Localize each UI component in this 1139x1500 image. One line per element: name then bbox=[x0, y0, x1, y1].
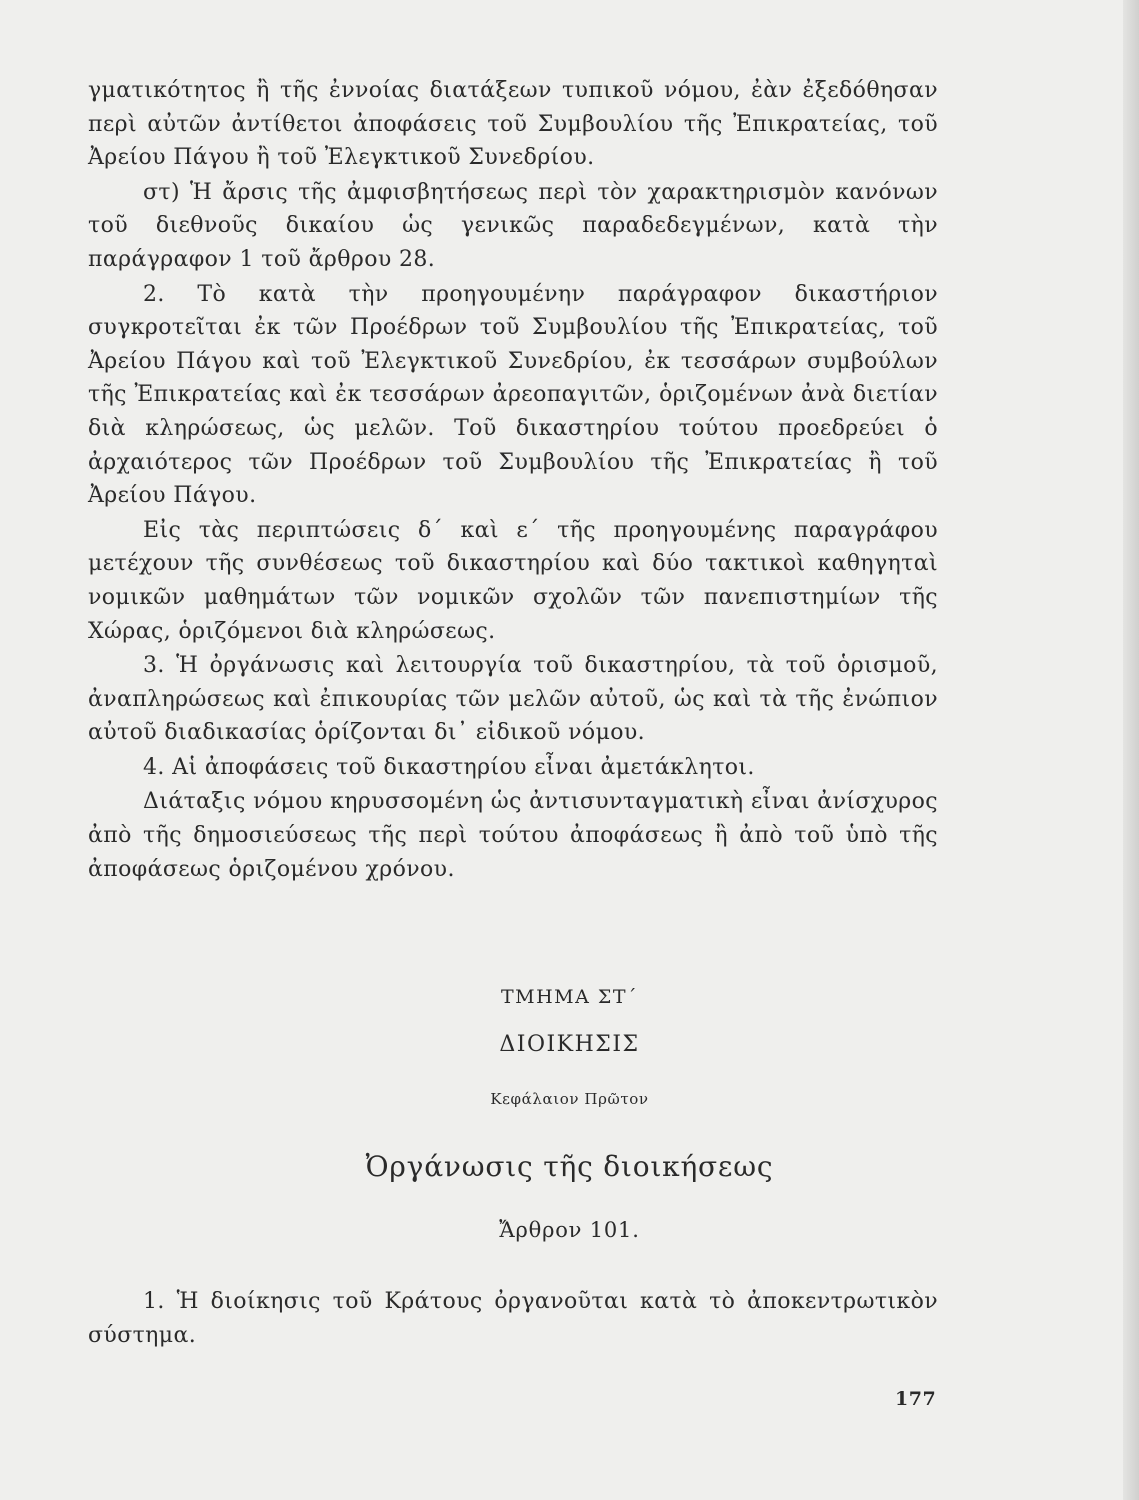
paragraph-continuation: γματικότητος ἢ τῆς ἐννοίας διατάξεων τυπικοῦ νόμου, ἐὰν ἐξεδόθησαν περὶ αὐτῶν ἀντίθετοι ἀποφάσεις τοῦ Συμβουλίου τῆς Ἐπικρατείας, τοῦ Ἀρείου Πάγου ἢ τοῦ Ἐλεγκτικοῦ Συνεδρίου. bbox=[88, 78, 938, 171]
article-body bbox=[88, 1284, 938, 1352]
section-title: ΔΙΟΙΚΗΣΙΣ bbox=[499, 1032, 640, 1057]
paragraph-3: 3. Ἡ ὀργάνωσις καὶ λειτουργία τοῦ δικαστηρίου, τὰ τοῦ ὁρισμοῦ, ἀναπληρώσεως καὶ ἐπικουρίας τῶν μελῶν αὐτοῦ, ὡς καὶ τὰ τῆς ἐνώπιον αὐτοῦ διαδικασίας ὁρίζονται δι᾽ εἰδικοῦ νόμου. bbox=[88, 653, 938, 746]
article-heading: Ἄρθρον 101. bbox=[499, 1218, 640, 1242]
article-paragraph-1: 1. Ἡ διοίκησις τοῦ Κράτους ὀργανοῦται κατὰ τὸ ἀποκεντρωτικὸν σύστημα. bbox=[88, 1289, 938, 1348]
chapter-label: Κεφάλαιον Πρῶτον bbox=[490, 1090, 649, 1108]
page-number: 177 bbox=[895, 1388, 937, 1410]
page-edge bbox=[1123, 0, 1139, 1500]
paragraph-2-cases: Εἰς τὰς περιπτώσεις δ΄ καὶ ε΄ τῆς προηγουμένης παραγράφου μετέχουν τῆς συνθέσεως τοῦ δικαστηρίου καὶ δύο τακτικοὶ καθηγηταὶ νομικῶν μαθημάτων τῶν νομικῶν σχολῶν τῶν πανεπιστημίων τῆς Χώρας, ὁριζόμενοι διὰ κληρώσεως. bbox=[88, 517, 938, 644]
body-text bbox=[88, 74, 938, 886]
chapter-title: Ὀργάνωσις τῆς διοικήσεως bbox=[365, 1150, 774, 1183]
paragraph-st: στ) Ἡ ἄρσις τῆς ἀμφισβητήσεως περὶ τὸν χαρακτηρισμὸν κανόνων τοῦ διεθνοῦς δικαίου ὡς γενικῶς παραδεδεγμένων, κατὰ τὴν παράγραφον 1 τοῦ ἄρθρου 28. bbox=[88, 179, 938, 272]
section-label: ΤΜΗΜΑ ΣΤ΄ bbox=[500, 986, 639, 1008]
paragraph-unconstitutional: Διάταξις νόμου κηρυσσομένη ὡς ἀντισυνταγματικὴ εἶναι ἀνίσχυρος ἀπὸ τῆς δημοσιεύσεως τῆς περὶ τούτου ἀποφάσεως ἢ ἀπὸ τοῦ ὑπὸ τῆς ἀποφάσεως ὁριζομένου χρόνου. bbox=[88, 789, 938, 882]
paragraph-4: 4. Αἱ ἀποφάσεις τοῦ δικαστηρίου εἶναι ἀμετάκλητοι. bbox=[143, 754, 755, 780]
paragraph-2: 2. Τὸ κατὰ τὴν προηγουμένην παράγραφον δικαστήριον συγκροτεῖται ἐκ τῶν Προέδρων τοῦ Συμβουλίου τῆς Ἐπικρατείας, τοῦ Ἀρείου Πάγου καὶ τοῦ Ἐλεγκτικοῦ Συνεδρίου, ἐκ τεσσάρων συμβούλων τῆς Ἐπικρατείας καὶ ἐκ τεσσάρων ἀρεοπαγιτῶν, ὁριζομένων ἀνὰ διετίαν διὰ κληρώσεως, ὡς μελῶν. Τοῦ δικαστηρίου τούτου προεδρεύει ὁ ἀρχαιότερος τῶν Προέδρων τοῦ Συμβουλίου τῆς Ἐπικρατείας ἢ τοῦ Ἀρείου Πάγου. bbox=[88, 281, 938, 509]
